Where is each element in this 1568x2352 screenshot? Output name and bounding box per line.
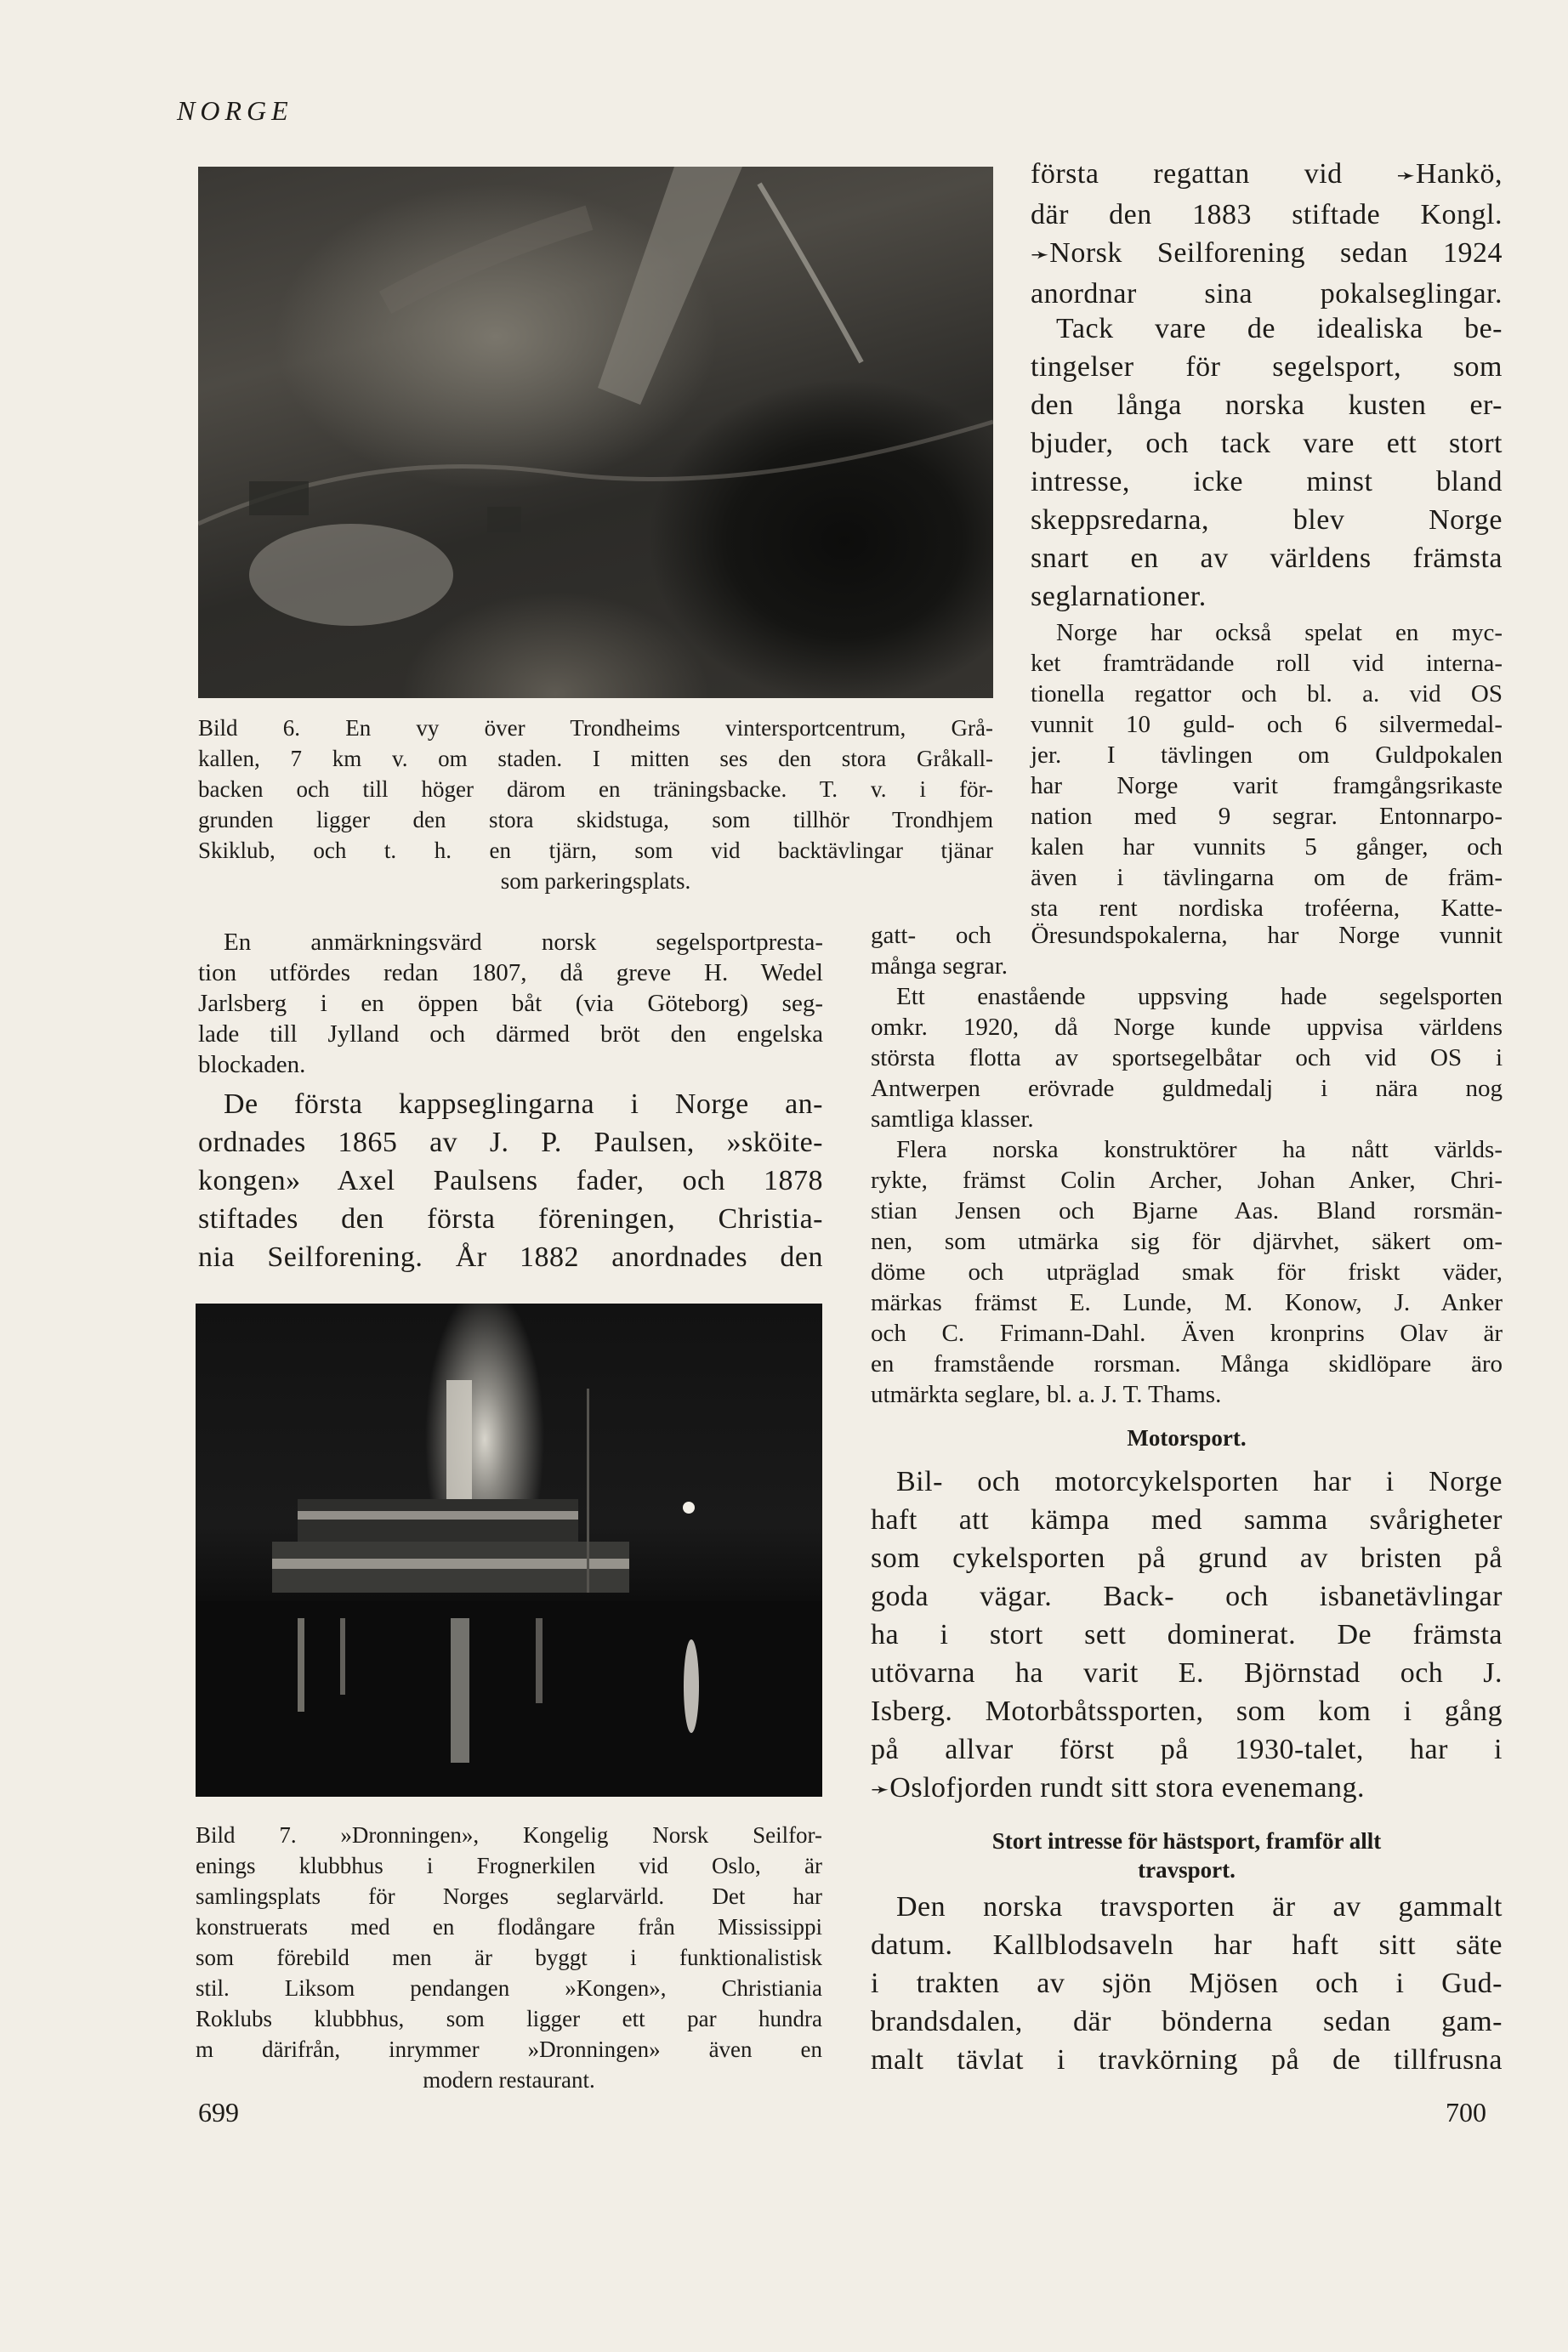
text-line: goda vägar. Back- och isbanetävlingar [871, 1581, 1503, 1612]
text-line: lade till Jylland och därmed bröt den engelska [198, 1020, 823, 1048]
text-line: gatt- och Öresundspokalerna, har Norge vunnit [871, 922, 1503, 949]
text-line: döme och utpräglad smak för friskt väder, [871, 1258, 1503, 1286]
paragraph-kattegatt [871, 920, 1503, 981]
text-line: utövarna ha varit E. Björnstad och J. [871, 1657, 1503, 1689]
text-line: en framstående rorsman. Många skidlöpare äro [871, 1350, 1503, 1378]
text-line: Norge har också spelat en myc- [1056, 619, 1503, 646]
window-band-lower [272, 1559, 629, 1569]
text-fragment: Oslofjorden rundt sitt stora evenemang. [889, 1772, 1365, 1804]
text-line: tingelser för segelsport, som [1031, 351, 1503, 383]
reflection [451, 1618, 469, 1763]
text-line: brandsdalen, där bönderna sedan gam- [871, 2006, 1503, 2037]
text-line: skeppsredarna, blev Norge [1031, 504, 1503, 536]
caption-line: Bild 6. En vy över Trondheims vintersportcentrum, Grå- [198, 715, 993, 741]
text-line: haft att kämpa med samma svårigheter [871, 1504, 1503, 1536]
text-line: tion utfördes redan 1807, då greve H. Wedel [198, 959, 823, 986]
text-line: malt tävlat i travkörning på de tillfrusna [871, 2044, 1503, 2076]
caption-line: Bild 7. »Dronningen», Kongelig Norsk Seilfor- [196, 1822, 822, 1848]
text-line: många segrar. [871, 952, 1008, 980]
text-line: ordnades 1865 av J. P. Paulsen, »sköite- [198, 1127, 823, 1158]
text-line: omkr. 1920, då Norge kunde uppvisa världens [871, 1014, 1503, 1041]
cross-reference-arrow-icon: ➛ [1396, 163, 1416, 189]
text-line: Flera norska konstruktörer ha nått världs- [896, 1136, 1503, 1163]
text-line: på allvar först på 1930-talet, har i [871, 1734, 1503, 1765]
text-line [1031, 234, 1503, 275]
text-line: jer. I tävlingen om Guldpokalen [1031, 741, 1503, 769]
page-number-left: 699 [198, 2097, 239, 2128]
text-line [1031, 155, 1503, 196]
text-line: utmärkta seglare, bl. a. J. T. Thams. [871, 1381, 1222, 1408]
text-line: Jarlsberg i en öppen båt (via Göteborg) seg- [198, 990, 823, 1017]
caption-line: som förebild men är byggt i funktionalistisk [196, 1945, 822, 1970]
text-fragment: anordnar sina pokalseglingar. [1031, 278, 1503, 310]
field-edge [198, 422, 993, 524]
caption-line: samlingsplats för Norges seglarvärld. Det har [196, 1883, 822, 1909]
text-line: stiftades den första föreningen, Christia- [198, 1203, 823, 1235]
cross-reference-arrow-icon: ➛ [871, 1777, 890, 1803]
lamp-light [683, 1502, 695, 1514]
photo-grakallen-ski-center [198, 167, 993, 698]
text-line: nation med 9 segrar. Entonnarpo- [1031, 803, 1503, 830]
text-line: vunnit 10 guld- och 6 silvermedal- [1031, 711, 1503, 738]
caption-line: kallen, 7 km v. om staden. I mitten ses den stora Gråkall- [198, 746, 993, 771]
text-line: Isberg. Motorbåtssporten, som kom i gång [871, 1696, 1503, 1727]
window-band-upper [298, 1511, 578, 1520]
caption-bild-7 [196, 1820, 822, 2095]
paragraph-konstruktorer [871, 1134, 1503, 1410]
hillside [385, 218, 589, 303]
text-line: har Norge varit framgångsrikaste [1031, 772, 1503, 799]
text-line: De första kappseglingarna i Norge an- [224, 1088, 823, 1120]
heading-line: Stort intresse för hästsport, framför allt [991, 1828, 1382, 1854]
paragraph-motorsport [871, 1463, 1503, 1809]
section-heading-motorsport: Motorsport. [1127, 1425, 1247, 1451]
text-line [1031, 275, 1503, 313]
section-heading-hastsport [871, 1826, 1503, 1884]
paragraph-hanko [1031, 155, 1503, 313]
cross-reference-arrow-icon: ➛ [1031, 242, 1050, 268]
text-line: ha i stort sett dominerat. De främsta [871, 1619, 1503, 1650]
photo-dronningen-drawing [196, 1304, 822, 1797]
caption-line: stil. Liksom pendangen »Kongen», Christiania [196, 1975, 822, 2001]
text-line: Antwerpen erövrade guldmedalj i nära nog [871, 1075, 1503, 1102]
text-line: märkas främst E. Lunde, M. Konow, J. Anker [871, 1289, 1503, 1316]
text-fragment: Norsk Seilforening sedan 1924 [1049, 237, 1503, 269]
text-line: som cykelsporten på grund av bristen på [871, 1542, 1503, 1574]
text-line: seglarnationer. [1031, 581, 1207, 612]
caption-line: modern restaurant. [423, 2067, 595, 2093]
text-line: nen, som utmärka sig för djärvhet, säkert om- [871, 1228, 1503, 1255]
caption-bild-6 [198, 713, 993, 896]
text-line: rykte, främst Colin Archer, Johan Anker, Chri- [871, 1167, 1503, 1194]
caption-line: som parkeringsplats. [500, 868, 691, 894]
reflection [298, 1618, 304, 1712]
text-line: Ett enastående uppsving hade segelsporten [896, 983, 1503, 1010]
text-line: Bil- och motorcykelsporten har i Norge [896, 1466, 1503, 1497]
caption-line: konstruerats med en flodångare från Mississippi [196, 1914, 822, 1940]
text-line: samtliga klasser. [871, 1105, 1034, 1133]
heading-line: travsport. [1138, 1857, 1236, 1883]
reflection [536, 1618, 543, 1703]
photo-dronningen-clubhouse [196, 1304, 822, 1797]
text-line [1031, 196, 1503, 234]
text-fragment: där den 1883 stiftade Kongl. [1031, 199, 1503, 230]
paragraph-forsta-kappseglingarna [198, 1085, 823, 1276]
caption-line: m därifrån, inrymmer »Dronningen» även en [196, 2037, 822, 2062]
ski-lodge [249, 481, 309, 515]
caption-line: backen och till höger därom en träningsbacke. T. v. i för- [198, 776, 993, 802]
clubhouse-upper-deck [298, 1499, 578, 1542]
text-line: datum. Kallblodsaveln har haft sitt säte [871, 1929, 1503, 1961]
text-line: intresse, icke minst bland [1031, 466, 1503, 497]
text-fragment: första regattan vid [1031, 158, 1397, 190]
text-line: sta rent nordiska troféerna, Katte- [1031, 895, 1503, 922]
text-line: stian Jensen och Bjarne Aas. Bland rorsmän- [871, 1197, 1503, 1224]
running-header: NORGE [177, 95, 293, 126]
text-line: den långa norska kusten er- [1031, 389, 1503, 421]
text-line: kalen har vunnits 5 gånger, och [1031, 833, 1503, 861]
page-number-right: 700 [1446, 2097, 1486, 2128]
reflection [340, 1618, 345, 1695]
text-line: största flotta av sportsegelbåtar och vid OS i [871, 1044, 1503, 1071]
text-fragment: Hankö, [1415, 158, 1503, 190]
small-building [487, 507, 521, 532]
caption-line: Skiklub, och t. h. en tjärn, som vid backtävlingar tjänar [198, 838, 993, 863]
text-line: kongen» Axel Paulsens fader, och 1878 [198, 1165, 823, 1196]
text-line: nia Seilforening. År 1882 anordnades den [198, 1241, 823, 1273]
text-line: i trakten av sjön Mjösen och i Gud- [871, 1968, 1503, 1999]
caption-line: grunden ligger den stora skidstuga, som tillhör Trondhjem [198, 807, 993, 832]
text-line: ket framträdande roll vid interna- [1031, 650, 1503, 677]
light-tower [446, 1380, 472, 1499]
text-line: blockaden. [198, 1051, 306, 1078]
text-line: Tack vare de idealiska be- [1056, 313, 1503, 344]
mast [587, 1389, 589, 1593]
caption-line: Roklubs klubbhus, som ligger ett par hundra [196, 2006, 822, 2031]
photo-grakallen-drawing [198, 167, 993, 698]
caption-line: enings klubbhus i Frognerkilen vid Oslo, är [196, 1853, 822, 1878]
water [196, 1601, 822, 1797]
text-line: bjuder, och tack vare ett stort [1031, 428, 1503, 459]
road-line [759, 184, 861, 362]
text-line: och C. Frimann-Dahl. Även kronprins Olav är [871, 1320, 1503, 1347]
clearing [249, 524, 453, 626]
ski-jump-slope [598, 167, 742, 405]
paragraph-travsport [871, 1888, 1503, 2079]
text-line: även i tävlingarna om de främ- [1031, 864, 1503, 891]
paragraph-tack-vare [1031, 310, 1503, 616]
text-line: tionella regattor och bl. a. vid OS [1031, 680, 1503, 707]
text-line: snart en av världens främsta [1031, 543, 1503, 574]
text-line: En anmärkningsvärd norsk segelsportpresta- [224, 929, 823, 956]
text-line: Den norska travsporten är av gammalt [896, 1891, 1503, 1923]
paragraph-wedel-jarlsberg [198, 927, 823, 1080]
text-line [871, 1769, 1503, 1809]
paragraph-os-medaljer [1031, 617, 1503, 923]
lamp-reflection [684, 1639, 699, 1733]
paragraph-uppsving [871, 981, 1503, 1134]
